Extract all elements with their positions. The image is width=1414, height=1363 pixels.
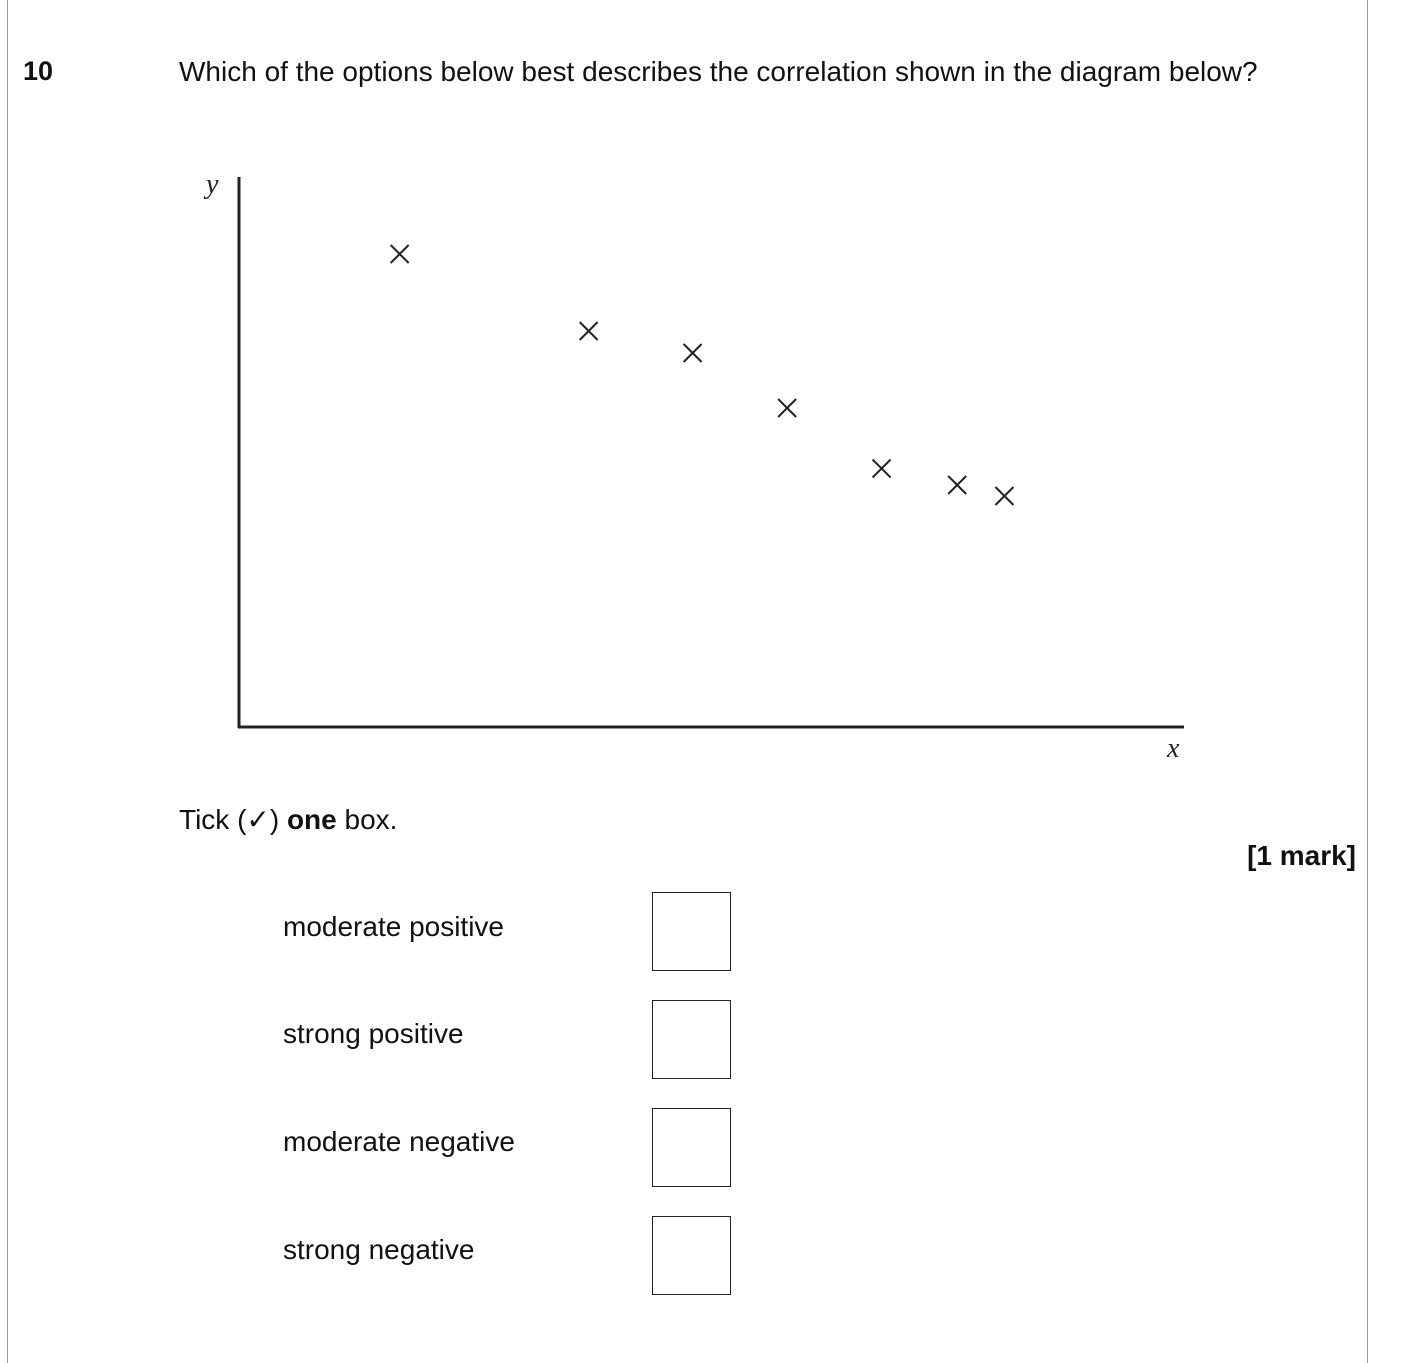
page-border-left <box>7 0 8 1363</box>
instruction-prefix: Tick (✓) <box>179 804 287 835</box>
option-label-strong-negative: strong negative <box>283 1234 475 1265</box>
mark-allocation: [1 mark] <box>1247 840 1356 871</box>
question-text: Which of the options below best describes the correlation shown in the diagram below? <box>179 56 1258 87</box>
question-number: 10 <box>23 56 54 86</box>
option-label-strong-positive: strong positive <box>283 1018 464 1049</box>
tick-box-moderate-negative[interactable] <box>652 1108 731 1187</box>
y-axis-label: y <box>206 169 219 200</box>
data-point-4 <box>778 399 796 417</box>
scatter-diagram <box>190 165 1200 765</box>
data-points <box>391 245 1014 505</box>
data-point-1 <box>391 245 409 263</box>
instruction-text <box>179 803 397 836</box>
data-point-7 <box>995 487 1013 505</box>
tick-box-strong-negative[interactable] <box>652 1216 731 1295</box>
data-point-5 <box>873 460 891 478</box>
option-label-moderate-negative: moderate negative <box>283 1126 515 1157</box>
tick-box-strong-positive[interactable] <box>652 1000 731 1079</box>
x-axis-label: x <box>1167 733 1180 764</box>
data-point-3 <box>684 344 702 362</box>
page-border-right <box>1367 0 1368 1363</box>
option-label-moderate-positive: moderate positive <box>283 911 505 942</box>
data-point-2 <box>580 322 598 340</box>
tick-box-moderate-positive[interactable] <box>652 892 731 971</box>
instruction-emphasis: one <box>286 804 337 835</box>
data-point-6 <box>948 476 966 494</box>
instruction-suffix: box. <box>336 804 398 835</box>
